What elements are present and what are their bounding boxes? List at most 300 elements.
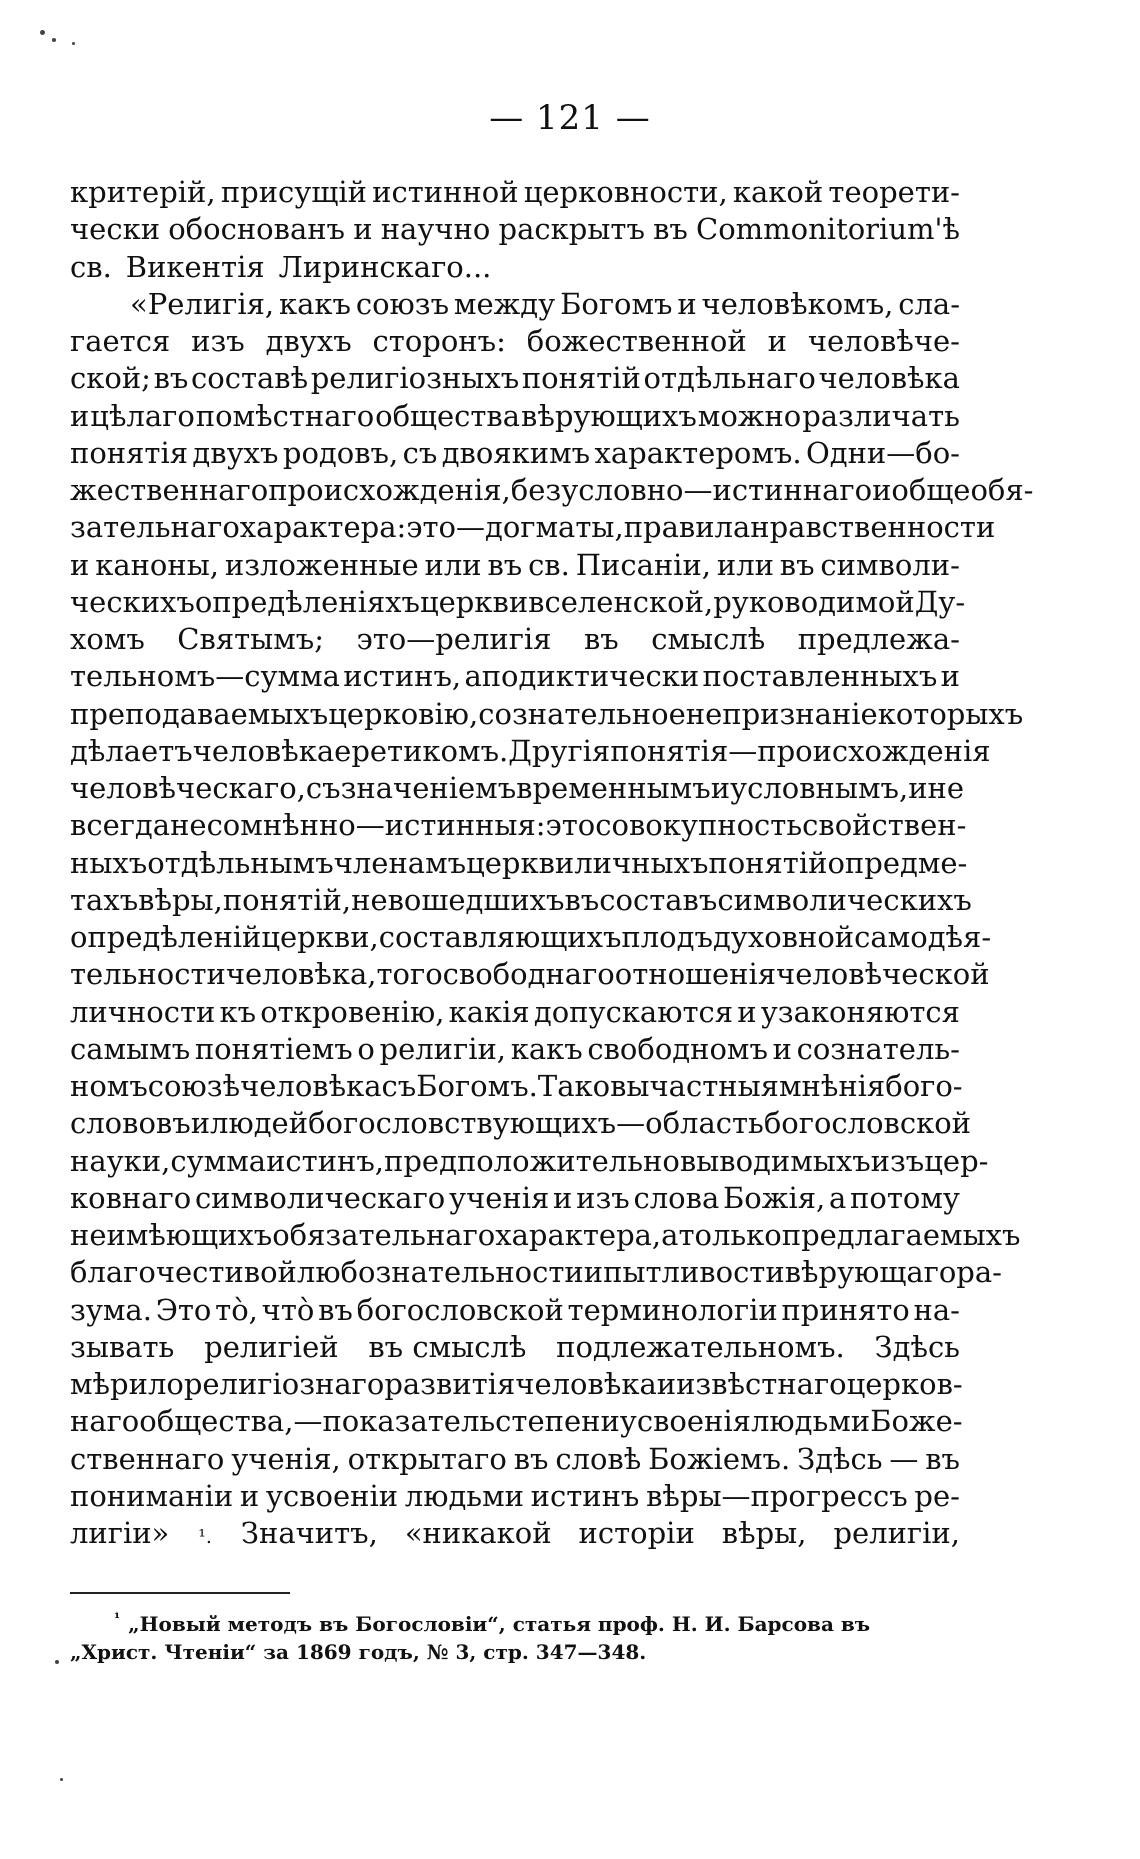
- word: имѣющихъ: [106, 1218, 273, 1252]
- text-line: [70, 1032, 960, 1069]
- word: Божія,: [723, 1180, 826, 1215]
- word: —: [889, 1441, 919, 1476]
- text-line: [70, 1516, 960, 1553]
- word: духовной: [712, 920, 855, 954]
- word: религіи,: [379, 1031, 507, 1066]
- word: общества: [375, 398, 521, 433]
- text-line: [70, 361, 960, 398]
- word: религіознаго: [183, 1367, 385, 1401]
- body-text: [70, 175, 1034, 1553]
- word: преподаваемыхъ: [70, 696, 329, 731]
- word: исторіи: [578, 1516, 695, 1550]
- text-line: [70, 1479, 960, 1516]
- word: религіей: [204, 1329, 339, 1364]
- word: поставленныхъ: [702, 659, 938, 694]
- word: божественной: [526, 324, 747, 358]
- text-line: [70, 1069, 963, 1106]
- word: Богомъ.: [416, 1069, 538, 1103]
- word: лигіи»: [70, 1516, 170, 1550]
- word: это—религія: [356, 622, 552, 656]
- word: какъ: [279, 286, 351, 321]
- word: и: [872, 473, 892, 507]
- word: какъ: [510, 1031, 583, 1066]
- word: и: [70, 398, 90, 433]
- word: личности: [70, 994, 216, 1029]
- text-line: [70, 1330, 960, 1367]
- text-line: [70, 436, 960, 473]
- word: Это: [155, 1292, 212, 1327]
- word: «никакой: [404, 1516, 552, 1550]
- footnote-text: „Новый методъ въ Богословіи“, статья проф. Н. И. Барсова въ: [128, 1611, 871, 1636]
- word: Богомъ: [560, 286, 673, 321]
- word: людьми: [404, 1478, 524, 1513]
- word: развитія: [384, 1367, 516, 1401]
- word: вѣрующихъ: [521, 398, 697, 433]
- word: о: [827, 845, 845, 880]
- word: не: [927, 771, 965, 805]
- word: область: [645, 1106, 764, 1141]
- word: предлагаемыхъ: [781, 1218, 1021, 1252]
- word: ра-: [956, 1255, 1002, 1290]
- footnote-marker: ¹: [114, 1611, 121, 1627]
- word: Святымъ;: [177, 622, 325, 656]
- word: тò,: [215, 1292, 258, 1327]
- word: св.: [70, 249, 112, 284]
- word: предлежа-: [797, 622, 960, 656]
- word: отдѣльнымъ: [147, 845, 334, 880]
- word: людей: [210, 1106, 309, 1141]
- word: Викентія: [125, 249, 265, 284]
- word: въ: [779, 547, 815, 582]
- word: дѣлаетъ: [70, 733, 193, 768]
- word: ученія,: [231, 1441, 341, 1476]
- text-line: [70, 1442, 960, 1479]
- word: словѣ: [555, 1441, 642, 1476]
- text-line: [70, 696, 1024, 734]
- word: тахъ: [70, 882, 139, 917]
- text-line: [70, 1181, 960, 1218]
- word: съ: [381, 1069, 417, 1103]
- text-line: [70, 622, 960, 659]
- word: Одни—бо-: [805, 435, 960, 470]
- word: понятій: [708, 845, 828, 880]
- word: какой: [732, 175, 824, 209]
- word: науки,: [70, 1143, 171, 1178]
- word: въ: [564, 882, 600, 917]
- word: хомъ: [70, 622, 145, 656]
- word: происхожденія,: [268, 473, 511, 507]
- word: помѣстнаго: [195, 398, 375, 433]
- word: всегда: [70, 808, 171, 843]
- word: терминологіи: [567, 1292, 778, 1327]
- word: о: [357, 1031, 375, 1066]
- word: усвоеніи: [265, 1478, 399, 1513]
- text-line: [70, 882, 972, 920]
- word: характеромъ.: [594, 435, 802, 470]
- word: ныхъ: [70, 845, 148, 880]
- word: благочестивой: [70, 1255, 297, 1290]
- word: свободномъ: [587, 1031, 768, 1066]
- word: понятія: [70, 435, 189, 470]
- word: сла-: [898, 286, 960, 321]
- word: съ: [305, 771, 341, 805]
- word: тельномъ—сумма: [70, 659, 340, 694]
- word: а: [661, 1218, 679, 1252]
- word: вселенской,: [528, 584, 714, 619]
- word: бого-: [885, 1069, 963, 1103]
- footnote-text: „Христ. Чтеніи“ за 1869 годъ, № 3, стр. 347—348.: [70, 1640, 647, 1664]
- scan-speck: [52, 38, 56, 42]
- word: можно: [697, 398, 802, 433]
- word: свойствен-: [802, 808, 967, 843]
- word: вѣры,: [721, 1516, 807, 1550]
- word: понятій: [521, 361, 641, 396]
- word: изъ: [576, 1180, 630, 1215]
- word: церков-: [846, 1367, 963, 1401]
- word: изъ: [191, 324, 245, 358]
- word: человѣка: [192, 733, 335, 768]
- text-line: [70, 212, 960, 249]
- word: потому: [850, 1180, 960, 1215]
- word: къ: [219, 994, 257, 1029]
- word: на-: [913, 1292, 960, 1327]
- footnote-divider: [70, 1592, 290, 1594]
- word: составѣ: [191, 361, 309, 396]
- word: и: [767, 324, 787, 358]
- word: гается: [70, 324, 171, 358]
- word: церковію,: [328, 696, 479, 731]
- word: характера,: [495, 1218, 662, 1252]
- word: наго: [70, 1404, 140, 1439]
- word: характера:: [239, 510, 407, 545]
- word: и: [656, 1367, 677, 1401]
- text-line: [70, 1404, 963, 1441]
- word: сознатель-: [796, 1031, 960, 1066]
- word: присущій: [220, 175, 367, 209]
- text-line: [70, 1367, 963, 1404]
- scan-speck: [60, 1778, 63, 1781]
- word: понятіемъ: [194, 1031, 353, 1066]
- word: въ: [925, 1441, 960, 1476]
- word: Таковы: [537, 1069, 650, 1103]
- word: раскрытъ: [498, 212, 645, 247]
- word: Значитъ,: [240, 1516, 378, 1550]
- word: правила: [623, 510, 751, 545]
- word: членамъ: [333, 845, 467, 880]
- text-line: [70, 175, 960, 212]
- scan-speck: [55, 1660, 59, 1664]
- word: открытаго: [347, 1441, 507, 1476]
- word: вошедшихъ: [387, 882, 565, 917]
- word: несомнѣнно—истинныя:: [170, 808, 546, 843]
- word: мнѣнія: [778, 1069, 886, 1103]
- word: составъ: [599, 882, 718, 917]
- word: или: [424, 547, 482, 582]
- word: религіозныхъ: [310, 361, 520, 396]
- text-line: [70, 287, 960, 324]
- word: зательнаго: [70, 510, 240, 545]
- text-line: [70, 1255, 1002, 1292]
- word: и: [677, 286, 697, 321]
- word: ской;: [70, 361, 151, 396]
- word: выводимыхъ: [679, 1143, 871, 1178]
- word: понятій,: [222, 882, 352, 917]
- word: союзѣ: [147, 1069, 241, 1103]
- word: самымъ: [70, 1031, 191, 1066]
- word: слова: [633, 1180, 720, 1215]
- text-line: [70, 771, 965, 808]
- word: пониманіи: [70, 1478, 234, 1513]
- word: въ: [487, 547, 523, 582]
- word: критерій,: [70, 175, 216, 209]
- word: —: [616, 1106, 646, 1141]
- word: чтò: [261, 1292, 315, 1327]
- word: плодъ: [621, 920, 713, 954]
- word: изъ: [870, 1143, 925, 1178]
- word: Ду-: [914, 584, 966, 619]
- word: совокупность: [595, 808, 803, 843]
- word: истинъ: [530, 1478, 640, 1513]
- text-line: [70, 845, 968, 883]
- word: и: [553, 1180, 573, 1215]
- word: религіи,: [833, 1516, 960, 1550]
- word: Лиринскаго...: [278, 249, 492, 284]
- footnote-line: [70, 1636, 960, 1669]
- word: ре-: [914, 1478, 960, 1513]
- word: каноны,: [95, 547, 220, 582]
- text-line: [70, 399, 960, 436]
- word: сознательное: [478, 696, 686, 731]
- scan-speck: [40, 30, 45, 35]
- word: составляющихъ: [378, 920, 622, 954]
- word: Божіемъ.: [648, 1441, 791, 1476]
- word: и: [239, 1478, 260, 1513]
- word: опредѣленій: [70, 920, 262, 954]
- word: отдѣльнаго: [643, 361, 816, 396]
- word: смыслѣ: [651, 622, 766, 656]
- word: истинъ,: [266, 1143, 385, 1178]
- text-line: [70, 1218, 1021, 1255]
- word: условнымъ,: [730, 771, 909, 805]
- word: не: [70, 1218, 107, 1252]
- word: вѣрующаго: [784, 1255, 957, 1290]
- text-line: [70, 1143, 989, 1181]
- word: св.: [528, 547, 570, 582]
- word: ческихъ: [70, 584, 195, 619]
- text-line: [70, 920, 992, 957]
- word: человѣкомъ,: [701, 286, 894, 321]
- word: пытливости: [603, 1255, 785, 1290]
- word: между: [453, 286, 556, 321]
- word: обязательнаго: [272, 1218, 496, 1252]
- word: ковнаго: [70, 1180, 192, 1215]
- word: родовъ,: [282, 435, 399, 470]
- word: чески: [70, 212, 161, 247]
- word: и: [908, 771, 928, 805]
- word: самодѣя-: [854, 920, 992, 954]
- word: богословской: [763, 1106, 972, 1141]
- word: временнымъ: [516, 771, 711, 805]
- word: сторонъ:: [372, 324, 506, 358]
- word: нравственности: [750, 510, 996, 545]
- word: предме-: [844, 845, 968, 880]
- word: изложенные: [224, 547, 419, 582]
- text-line: [70, 995, 960, 1032]
- word: номъ: [70, 1069, 148, 1103]
- word: жественнаго: [70, 473, 269, 507]
- word: и: [737, 994, 757, 1029]
- word: или: [716, 547, 774, 582]
- word: ¹.: [198, 1526, 212, 1548]
- word: истинъ,: [343, 659, 462, 694]
- word: «Религія,: [130, 286, 275, 321]
- word: церкви: [466, 845, 575, 880]
- word: руководимой: [713, 584, 915, 619]
- word: вѣры,: [138, 882, 223, 917]
- word: въ: [513, 1441, 549, 1476]
- word: только: [678, 1218, 782, 1252]
- word: какія: [448, 994, 530, 1029]
- word: съ: [402, 435, 438, 470]
- word: не: [351, 882, 388, 917]
- text-line: [70, 659, 960, 696]
- word: общества,—показатель: [139, 1404, 496, 1439]
- word: понятія—происхожденія: [610, 733, 991, 768]
- word: тельности: [70, 957, 226, 992]
- word: символическихъ: [717, 882, 972, 917]
- word: людьми: [750, 1404, 871, 1439]
- word: предположительно: [384, 1143, 680, 1178]
- word: и: [70, 547, 90, 582]
- word: частныя: [649, 1069, 779, 1103]
- word: человѣка: [240, 1069, 382, 1103]
- text-line: [70, 324, 960, 361]
- word: и: [940, 659, 960, 694]
- word: отношенія: [614, 957, 777, 992]
- word: двоякимъ: [441, 435, 591, 470]
- word: принято: [781, 1292, 910, 1327]
- word: усвоенія: [619, 1404, 751, 1439]
- word: Писаніи,: [575, 547, 712, 582]
- word: символи-: [820, 547, 960, 582]
- word: теорети-: [828, 175, 960, 209]
- word: зума.: [70, 1292, 152, 1327]
- word: и: [583, 1255, 604, 1290]
- word: человѣка,: [225, 957, 377, 992]
- word: сумма: [170, 1143, 267, 1178]
- word: это: [545, 808, 596, 843]
- text-line: [70, 548, 960, 585]
- word: въ: [318, 1292, 353, 1327]
- word: аподиктически: [464, 659, 700, 694]
- word: узаконяются: [760, 994, 960, 1029]
- word: зывать: [70, 1329, 175, 1364]
- scan-speck: [72, 42, 75, 45]
- word: научно: [380, 212, 491, 247]
- word: вѣры—прогрессъ: [646, 1478, 908, 1513]
- text-line: [70, 510, 996, 547]
- text-line: [70, 1293, 960, 1330]
- text-line: [70, 733, 991, 771]
- word: любознательности: [296, 1255, 584, 1290]
- word: общеобя-: [891, 473, 1034, 507]
- word: Здѣсь: [874, 1329, 960, 1364]
- word: въ: [653, 212, 688, 247]
- word: опредѣленіяхъ: [194, 584, 420, 619]
- word: допускаются: [533, 994, 734, 1029]
- word: это—догматы,: [406, 510, 624, 545]
- word: въ: [583, 622, 619, 656]
- text-line: [70, 584, 966, 622]
- word: въ: [153, 361, 189, 396]
- word: того: [376, 957, 443, 992]
- word: человѣче-: [807, 324, 960, 358]
- text-line: [70, 473, 1034, 510]
- word: богословствующихъ: [308, 1106, 617, 1141]
- text-line: [70, 1106, 972, 1143]
- text-line: [70, 808, 967, 845]
- word: слововъ: [70, 1106, 191, 1141]
- word: и: [710, 771, 731, 805]
- word: которыхъ: [877, 696, 1024, 731]
- word: двухъ: [265, 324, 352, 358]
- word: союзъ: [355, 286, 450, 321]
- word: Другія: [508, 733, 611, 768]
- word: ственнаго: [70, 1441, 225, 1476]
- word: еретикомъ.: [334, 733, 509, 768]
- word: а: [829, 1180, 847, 1215]
- word: различать: [802, 398, 960, 433]
- word: человѣка: [515, 1367, 657, 1401]
- word: и: [190, 1106, 211, 1141]
- word: цер-: [924, 1143, 989, 1178]
- word: откровенію,: [260, 994, 445, 1029]
- word: цѣлаго: [90, 398, 195, 433]
- word: церкви: [420, 584, 529, 619]
- word: двухъ: [192, 435, 279, 470]
- word: степени: [495, 1404, 620, 1439]
- word: и: [353, 212, 373, 247]
- word: обоснованъ: [168, 212, 346, 247]
- word: церкви,: [261, 920, 379, 954]
- word: Боже-: [870, 1404, 963, 1439]
- word: человѣческой: [776, 957, 990, 992]
- word: значеніемъ: [340, 771, 517, 805]
- text-line: [70, 250, 960, 287]
- word: человѣческаго,: [70, 771, 306, 805]
- word: символическаго: [194, 1180, 446, 1215]
- page-number: — 121 —: [489, 98, 651, 138]
- word: церковности,: [523, 175, 728, 209]
- word: въ смыслѣ: [368, 1329, 527, 1364]
- word: личныхъ: [574, 845, 709, 880]
- word: человѣка: [818, 361, 960, 396]
- word: подлежательномъ.: [556, 1329, 845, 1364]
- word: безусловно—истиннаго: [510, 473, 873, 507]
- text-line: [70, 957, 990, 994]
- word: непризнаніе: [685, 696, 878, 731]
- word: ученія: [449, 1180, 550, 1215]
- word: Commonitorium'ѣ: [696, 212, 960, 247]
- word: мѣрило: [70, 1367, 184, 1401]
- word: богословской: [356, 1292, 564, 1327]
- word: извѣстнаго: [676, 1367, 847, 1401]
- word: и: [772, 1031, 792, 1066]
- word: свободнаго: [442, 957, 615, 992]
- footnote-line: [70, 1603, 960, 1636]
- footnotes: [70, 1603, 960, 1669]
- word: Здѣсь: [797, 1441, 883, 1476]
